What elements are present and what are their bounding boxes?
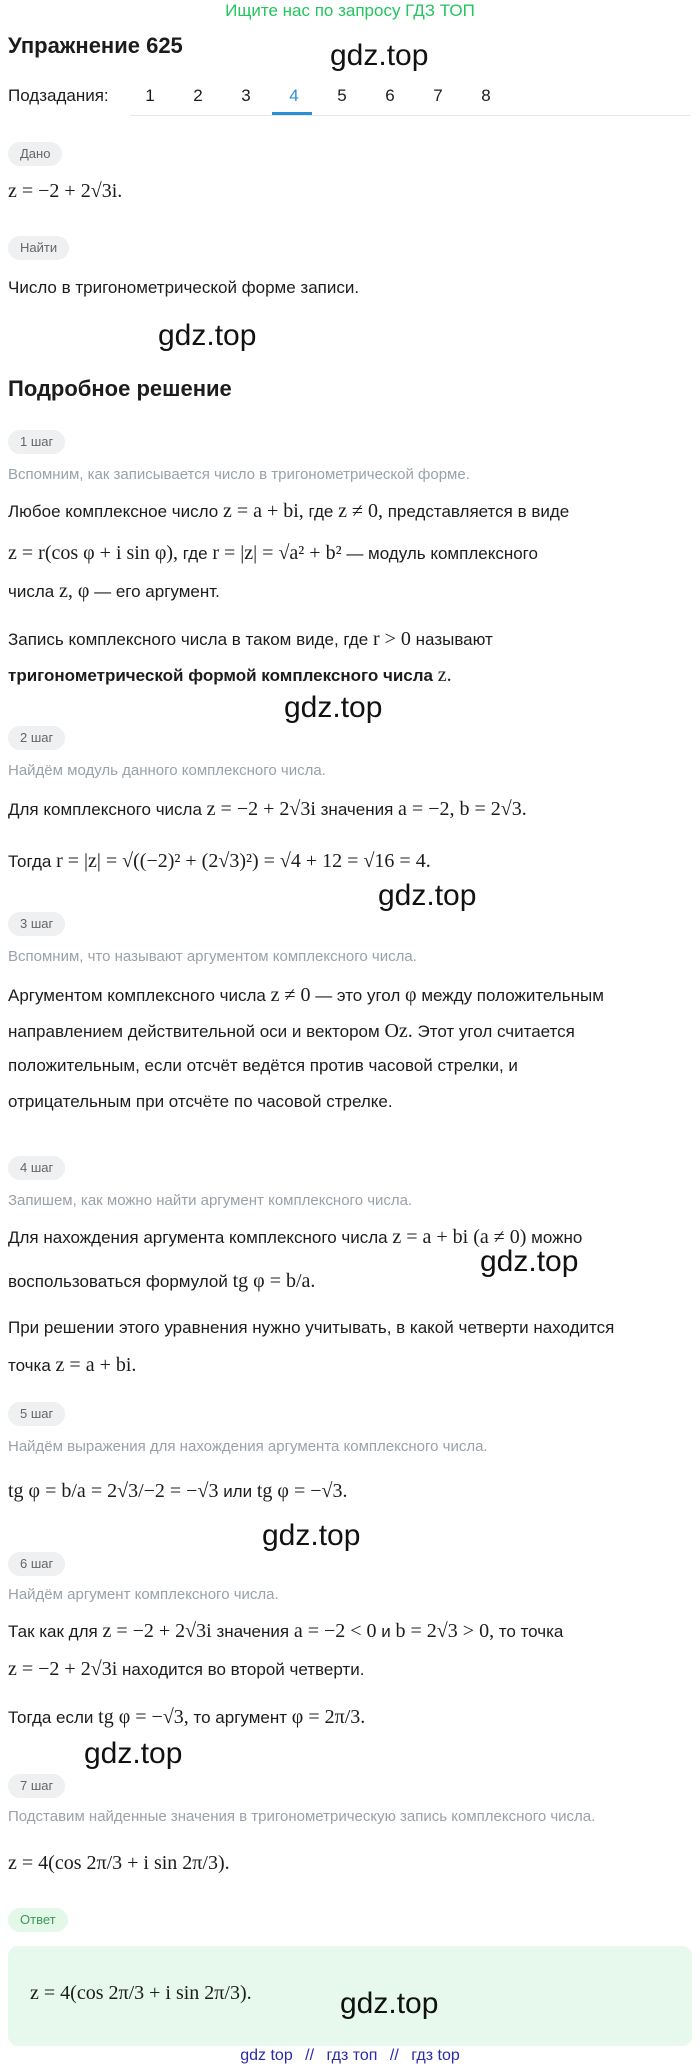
subtask-tab-6[interactable]: 6 (385, 86, 395, 105)
text: Этот угол считается (417, 1022, 575, 1041)
subtask-tab-3[interactable]: 3 (241, 86, 251, 105)
formula: z = −2 + 2√3i (206, 798, 316, 820)
step-badge: 1 шаг (8, 430, 65, 454)
formula: z ≠ 0 (270, 984, 311, 1006)
step-line (8, 848, 431, 874)
step-badge: 2 шаг (8, 726, 65, 750)
step-badge: 4 шаг (8, 1156, 65, 1180)
text: Аргументом комплексного числа (8, 986, 266, 1005)
step-line (8, 1018, 575, 1044)
step-hint: Найдём выражения для нахождения аргумента комплексного числа. (8, 1438, 488, 1455)
watermark: gdz.top (340, 1987, 439, 2020)
text: Тогда если (8, 1708, 94, 1727)
text: Запись комплексного числа в таком виде, где (8, 630, 369, 649)
watermark: gdz.top (378, 879, 477, 912)
formula: φ (405, 984, 417, 1006)
formula: r = |z| = √((−2)² + (2√3)²) = √4 + 12 = √16 = 4. (56, 850, 431, 872)
given-badge: Дано (8, 142, 62, 166)
text: Так как для (8, 1622, 98, 1641)
watermark: gdz.top (84, 1737, 183, 1770)
step-line (8, 1352, 136, 1378)
text: — это угол (315, 986, 401, 1005)
step-badge: 3 шаг (8, 912, 65, 936)
step-hint: Подставим найденные значения в тригонометрическую запись комплексного числа. (8, 1808, 596, 1825)
find-badge: Найти (8, 236, 69, 260)
tabs-divider (130, 115, 690, 116)
step-line: отрицательным при отсчёте по часовой стрелке. (8, 1092, 393, 1111)
text: представляется в виде (387, 502, 570, 521)
formula: z = −2 + 2√3i (8, 1658, 118, 1680)
step-badge: 7 шаг (8, 1774, 65, 1798)
text: Любое комплексное число (8, 502, 219, 521)
text: можно (531, 1228, 583, 1247)
formula: φ = 2π/3. (291, 1706, 366, 1728)
bottom-links (0, 2044, 700, 2068)
text: то аргумент (193, 1708, 288, 1727)
link-gdz-top-ru[interactable]: гдз топ (326, 2047, 378, 2064)
step-line: При решении этого уравнения нужно учитывать, в какой четверти находится (8, 1318, 615, 1337)
top-banner[interactable]: Ищите нас по запросу ГДЗ ТОП (225, 1, 475, 20)
formula: z, φ (58, 580, 90, 602)
text: направлением действительной оси и вектором (8, 1022, 380, 1041)
step-line (8, 1704, 365, 1730)
formula: b = 2√3 > 0, (395, 1620, 495, 1642)
formula: tg φ = −√3. (256, 1480, 348, 1502)
text: находится во второй четверти. (121, 1660, 365, 1679)
link-gdz-top[interactable]: gdz top (240, 2047, 293, 2064)
text: и (381, 1622, 391, 1641)
step-line (8, 578, 220, 604)
step-formula: z = 4(cos 2π/3 + i sin 2π/3). (8, 1852, 230, 1874)
active-tab-indicator (272, 112, 312, 115)
step-line (8, 1618, 563, 1644)
subtask-tab-8[interactable]: 8 (481, 86, 491, 105)
subtasks-label: Подзадания: (8, 86, 109, 105)
step-line (8, 1268, 315, 1294)
watermark: gdz.top (262, 1519, 361, 1552)
page-title: Упражнение 625 (8, 33, 183, 58)
subtask-tab-4[interactable]: 4 (289, 86, 299, 105)
step-line (8, 498, 569, 524)
subtask-tab-5[interactable]: 5 (337, 86, 347, 105)
step-badge: 6 шаг (8, 1552, 65, 1576)
find-text: Число в тригонометрической форме записи. (8, 278, 360, 297)
step-badge: 5 шаг (8, 1402, 65, 1426)
step-line (8, 626, 493, 652)
separator: // (305, 2047, 315, 2064)
text: — модуль комплексного (346, 544, 538, 563)
formula: z = a + bi, (222, 500, 304, 522)
formula: z = −2 + 2√3i (102, 1620, 212, 1642)
step-line: положительным, если отсчёт ведётся против часовой стрелки, и (8, 1056, 518, 1075)
step-hint: Найдём модуль данного комплексного числа. (8, 762, 326, 779)
formula: r = |z| = √a² + b² (212, 542, 342, 564)
given-formula: z = −2 + 2√3i. (8, 180, 123, 202)
text: числа (8, 582, 55, 601)
text: называют (415, 630, 493, 649)
step-hint: Вспомним, что называют аргументом комплексного числа. (8, 948, 417, 965)
formula: a = −2 < 0 (293, 1620, 377, 1642)
formula: r > 0 (372, 628, 411, 650)
formula: tg φ = b/a = 2√3/−2 = −√3 (8, 1480, 219, 1502)
link-gdz-top-mixed[interactable]: гдз top (411, 2047, 460, 2064)
text: — его аргумент. (94, 582, 220, 601)
separator: // (389, 2047, 399, 2064)
formula: tg φ = −√3, (98, 1706, 189, 1728)
formula: z = r(cos φ + i sin φ), (8, 542, 179, 564)
step-hint: Вспомним, как записывается число в тригонометрической форме. (8, 466, 470, 483)
text: между положительным (421, 986, 604, 1005)
text: Для комплексного числа (8, 800, 202, 819)
formula: z = a + bi. (55, 1354, 137, 1376)
formula: a = −2, b = 2√3. (398, 798, 527, 820)
subtask-tab-1[interactable]: 1 (145, 86, 155, 105)
formula: z ≠ 0, (338, 500, 383, 522)
text: воспользоваться формулой (8, 1272, 228, 1291)
formula: Oz. (384, 1020, 413, 1042)
watermark: gdz.top (480, 1245, 579, 1278)
text: Для нахождения аргумента комплексного числа (8, 1228, 388, 1247)
step-hint: Найдём аргумент комплексного числа. (8, 1586, 279, 1603)
text: значения (216, 1622, 290, 1641)
subtask-tab-7[interactable]: 7 (433, 86, 443, 105)
text: значения (320, 800, 394, 819)
step-line (8, 540, 538, 566)
step-line (8, 982, 604, 1008)
step-line (8, 1478, 347, 1504)
solution-heading: Подробное решение (8, 376, 232, 401)
text: или (223, 1482, 253, 1501)
formula: z = a + bi (a ≠ 0) (392, 1226, 527, 1248)
step-line (8, 796, 527, 822)
step-line (8, 1656, 364, 1682)
step-line (8, 662, 452, 688)
text: где (182, 544, 208, 563)
step-hint: Запишем, как можно найти аргумент комплексного числа. (8, 1192, 413, 1209)
watermark: gdz.top (284, 691, 383, 724)
text: точка (8, 1356, 51, 1375)
term: тригонометрической формой комплексного числа (8, 666, 433, 685)
subtask-tab-2[interactable]: 2 (193, 86, 203, 105)
text: где (308, 502, 334, 521)
answer-badge: Ответ (8, 1908, 68, 1932)
watermark: gdz.top (158, 319, 257, 352)
answer-formula: z = 4(cos 2π/3 + i sin 2π/3). (30, 1982, 252, 2004)
watermark: gdz.top (330, 39, 429, 72)
formula: z. (437, 664, 452, 686)
formula: tg φ = b/a. (232, 1270, 316, 1292)
text: то точка (498, 1622, 564, 1641)
text: Тогда (8, 852, 52, 871)
